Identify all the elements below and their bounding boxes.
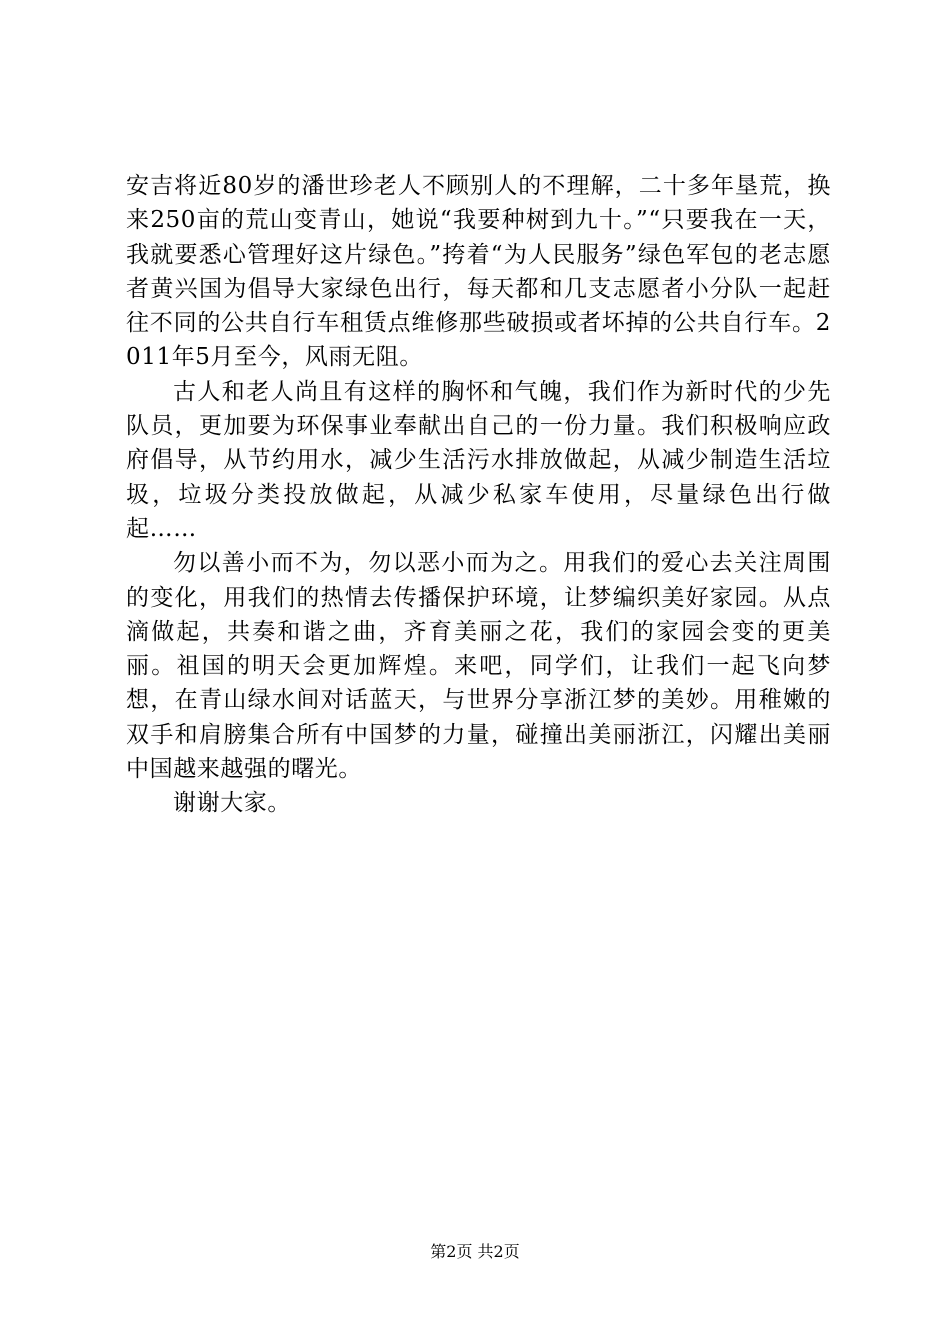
page-number-footer: 第2页 共2页 — [430, 1242, 520, 1261]
paragraph-3: 勿以善小而不为，勿以恶小而为之。用我们的爱心去关注周围的变化，用我们的热情去传播保护环境，让梦编织美好家园。从点滴做起，共奏和谐之曲，齐育美丽之花，我们的家园会变的更美丽。祖国的明天会更加辉煌。来吧，同学们，让我们一起飞向梦想，在青山绿水间对话蓝天，与世界分享浙江梦的美妙。用稚嫩的双手和肩膀集合所有中国梦的力量，碰撞出美丽浙江，闪耀出美丽中国越来越强的曙光。 — [126, 550, 831, 783]
paragraph-2: 古人和老人尚且有这样的胸怀和气魄，我们作为新时代的少先队员，更加要为环保事业奉献出自己的一份力量。我们积极响应政府倡导，从节约用水，减少生活污水排放做起，从减少制造生活垃圾，垃圾分类投放做起，从减少私家车使用，尽量绿色出行做起…… — [126, 378, 831, 542]
paragraph-1: 安吉将近80岁的潘世珍老人不顾别人的不理解，二十多年垦荒，换来250亩的荒山变青山，她说“我要种树到九十。”“只要我在一天，我就要悉心管理好这片绿色。”挎着“为人民服务”绿色军包的老志愿者黄兴国为倡导大家绿色出行，每天都和几支志愿者小分队一起赶往不同的公共自行车租赁点维修那些破损或者坏掉的公共自行车。2011年5月至今，风雨无阻。 — [126, 173, 831, 371]
paragraph-4: 谢谢大家。 — [173, 790, 291, 817]
document-body — [126, 169, 831, 821]
